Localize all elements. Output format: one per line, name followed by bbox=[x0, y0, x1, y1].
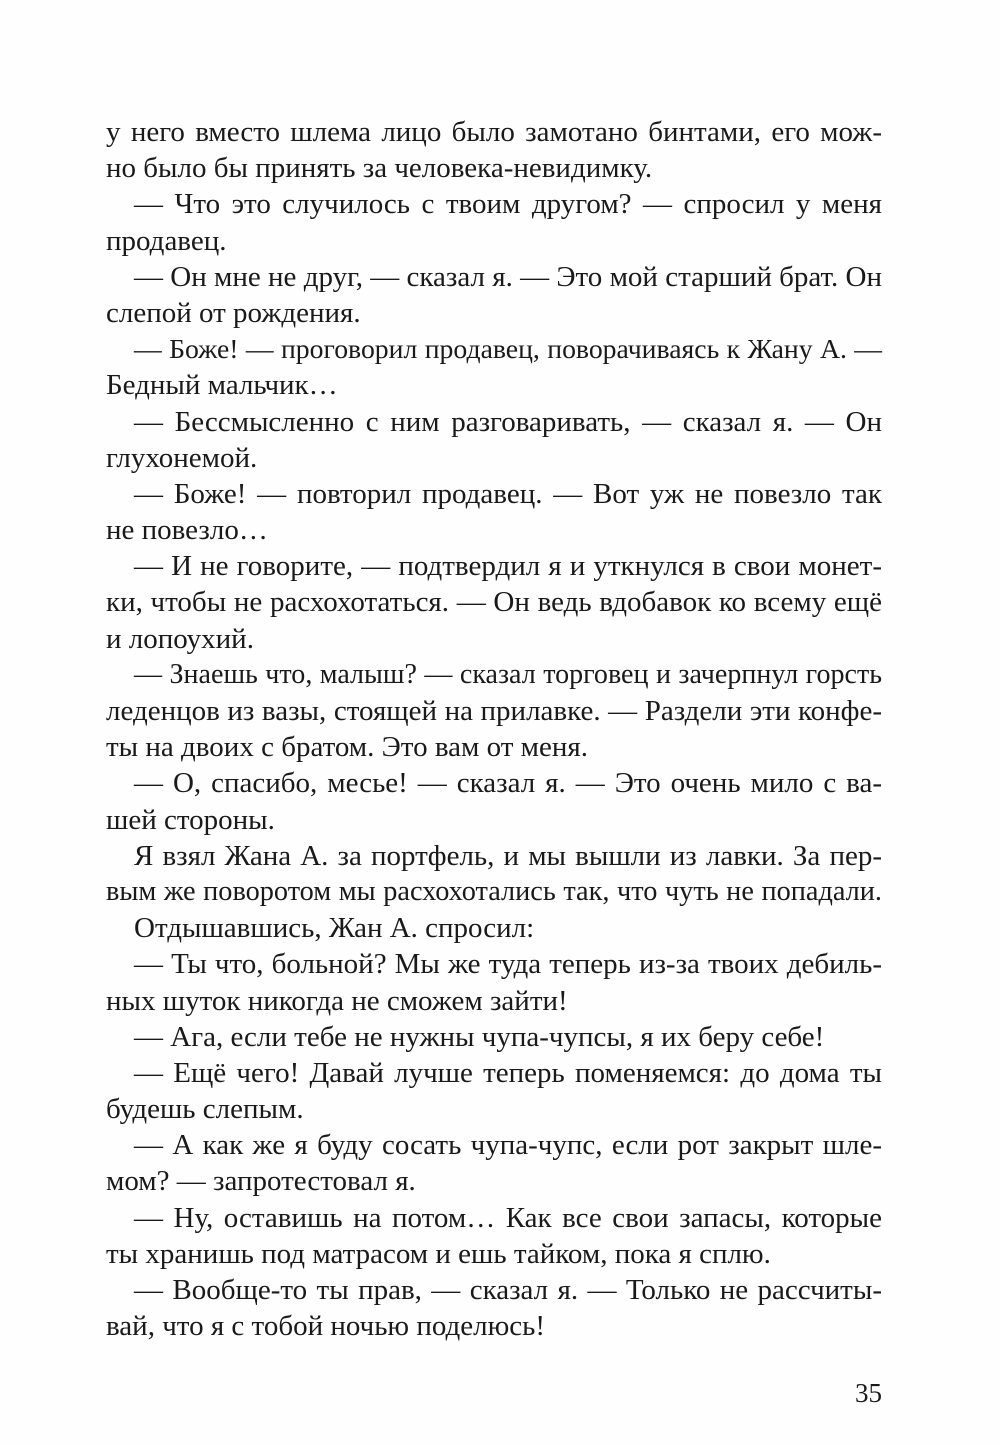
text-line: у него вместо шлема лицо было замотано бинтами, его мож- bbox=[106, 116, 882, 148]
text-line: — Ещё чего! Давай лучше теперь поменяемся: до дома ты bbox=[134, 1056, 882, 1089]
text-line: леденцов из вазы, стоящей на прилавке. — Раздели эти конфе- bbox=[106, 695, 882, 727]
text-line: глухонемой. bbox=[106, 441, 258, 474]
text-line: — Ну, оставишь на потом… Как все свои запасы, которые bbox=[134, 1201, 882, 1234]
text-line: Отдышавшись, Жан А. спросил: bbox=[134, 912, 535, 945]
text-line: — Ага, если тебе не нужны чупа-чупсы, я их беру себе! bbox=[134, 1020, 825, 1053]
text-line: ных шуток никогда не сможем зайти! bbox=[106, 984, 568, 1017]
text-line: но было бы принять за человека-невидимку. bbox=[106, 152, 653, 185]
text-line: и лопоухий. bbox=[106, 622, 254, 655]
text-line: Я взял Жана А. за портфель, и мы вышли из лавки. За пер- bbox=[134, 839, 882, 872]
text-line: ки, чтобы не расхохотаться. — Он ведь вдобавок ко всему ещё bbox=[106, 586, 882, 619]
text-line: — О, спасибо, месье! — сказал я. — Это очень мило с ва- bbox=[134, 767, 882, 800]
text-line: вым же поворотом мы расхохотались так, что чуть не попадали. bbox=[106, 875, 882, 907]
text-line: ты на двоих с братом. Это вам от меня. bbox=[106, 731, 588, 764]
text-line: — Боже! — проговорил продавец, поворачиваясь к Жану А. — bbox=[134, 333, 882, 365]
text-line: Бедный мальчик… bbox=[106, 369, 338, 402]
text-line: — Он мне не друг, — сказал я. — Это мой старший брат. Он bbox=[134, 260, 882, 293]
text-line: — Ты что, больной? Мы же туда теперь из-за твоих дебиль- bbox=[134, 948, 882, 981]
text-line: будешь слепым. bbox=[106, 1093, 304, 1126]
body-text bbox=[106, 114, 882, 1344]
text-line: слепой от рождения. bbox=[106, 296, 361, 329]
text-line: продавец. bbox=[106, 224, 227, 257]
text-line: — Бессмысленно с ним разговаривать, — сказал я. — Он bbox=[134, 405, 882, 438]
text-line: — Знаешь что, малыш? — сказал торговец и зачерпнул горсть bbox=[134, 658, 882, 690]
text-line: вай, что я с тобой ночью поделюсь! bbox=[106, 1310, 546, 1343]
text-line: не повезло… bbox=[106, 514, 268, 547]
text-line: — И не говорите, — подтвердил я и уткнулся в свои монет- bbox=[134, 550, 882, 583]
text-line: — Боже! — повторил продавец. — Вот уж не повезло так bbox=[134, 477, 882, 510]
page-number: 35 bbox=[855, 1378, 882, 1408]
text-line: ты хранишь под матрасом и ешь тайком, пока я сплю. bbox=[106, 1237, 771, 1270]
text-line: мом? — запротестовал я. bbox=[106, 1165, 416, 1198]
text-line: шей стороны. bbox=[106, 803, 275, 836]
text-line: — Вообще-то ты прав, — сказал я. — Только не рассчиты- bbox=[134, 1274, 882, 1306]
text-line: — А как же я буду сосать чупа-чупс, если рот закрыт шле- bbox=[134, 1129, 882, 1162]
text-line: — Что это случилось с твоим другом? — спросил у меня bbox=[134, 188, 882, 221]
